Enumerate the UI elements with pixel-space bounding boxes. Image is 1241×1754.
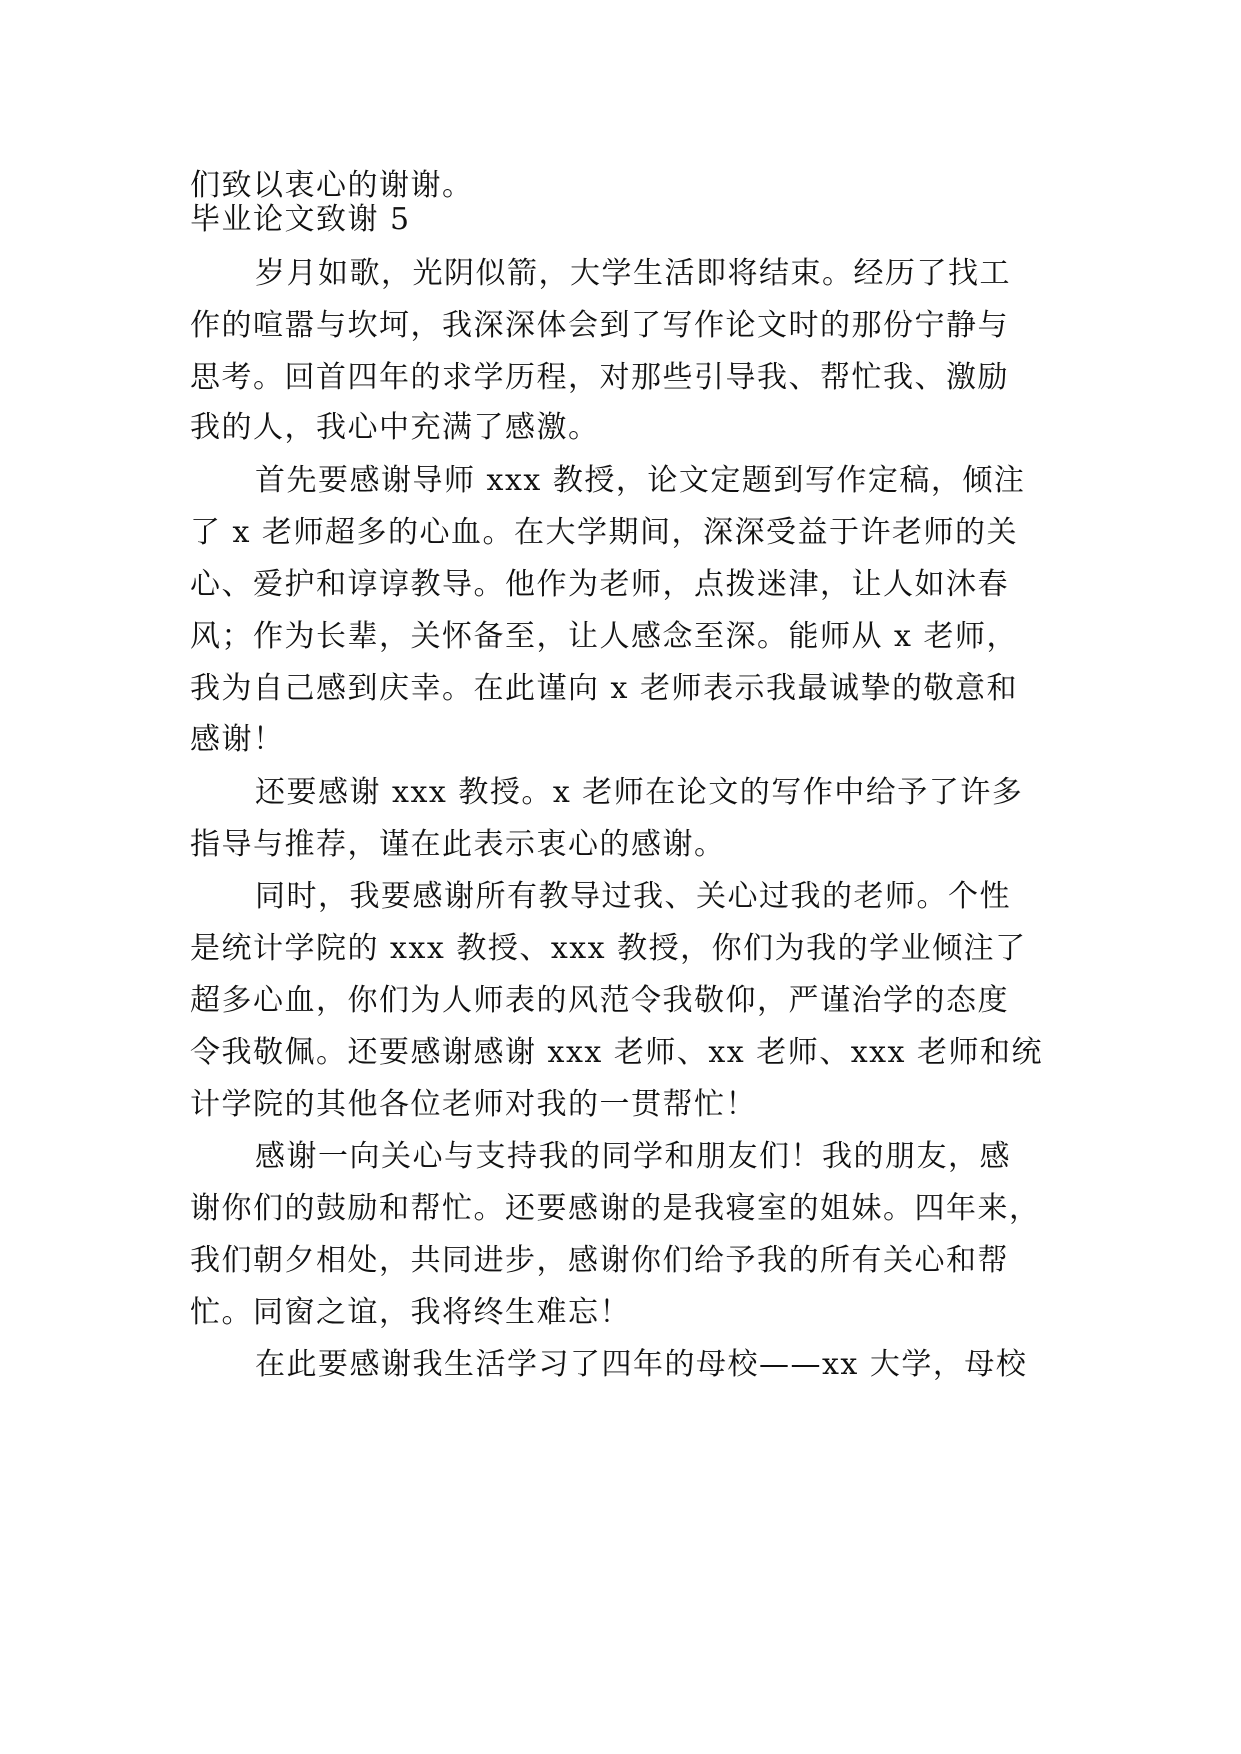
section-heading: 毕业论文致谢 5 (190, 202, 411, 237)
text-line: 指导与推荐，谨在此表示衷心的感谢。 (190, 827, 726, 862)
paragraph-first-line: 感谢一向关心与支持我的同学和朋友们！我的朋友，感 (255, 1139, 1011, 1174)
text-line: 了 x 老师超多的心血。在大学期间，深深受益于许老师的关 (190, 515, 1018, 550)
paragraph-first-line: 岁月如歌，光阴似箭，大学生活即将结束。经历了找工 (255, 256, 1011, 291)
paragraph-first-line: 首先要感谢导师 xxx 教授，论文定题到写作定稿，倾注 (255, 463, 1026, 498)
text-line: 超多心血，你们为人师表的风范令我敬仰，严谨治学的态度 (190, 983, 1009, 1018)
paragraph-first-line: 同时，我要感谢所有教导过我、关心过我的老师。个性 (255, 879, 1011, 914)
text-line: 心、爱护和谆谆教导。他作为老师，点拨迷津，让人如沐春 (190, 567, 1009, 602)
text-line: 感谢！ (190, 722, 285, 757)
paragraph-first-line: 在此要感谢我生活学习了四年的母校——xx 大学，母校 (255, 1347, 1028, 1382)
text-line: 思考。回首四年的求学历程，对那些引导我、帮忙我、激励 (190, 360, 1009, 395)
text-line: 风；作为长辈，关怀备至，让人感念至深。能师从 x 老师， (190, 619, 1018, 654)
text-line: 我的人，我心中充满了感激。 (190, 410, 600, 445)
text-line: 谢你们的鼓励和帮忙。还要感谢的是我寝室的姐妹。四年来， (190, 1191, 1041, 1226)
text-line: 计学院的其他各位老师对我的一贯帮忙！ (190, 1087, 757, 1122)
paragraph-first-line: 还要感谢 xxx 教授。x 老师在论文的写作中给予了许多 (255, 775, 1024, 810)
text-line: 令我敬佩。还要感谢感谢 xxx 老师、xx 老师、xxx 老师和统 (190, 1035, 1043, 1070)
text-line: 是统计学院的 xxx 教授、xxx 教授，你们为我的学业倾注了 (190, 931, 1027, 966)
text-line: 作的喧嚣与坎坷，我深深体会到了写作论文时的那份宁静与 (190, 308, 1009, 343)
text-line: 我为自己感到庆幸。在此谨向 x 老师表示我最诚挚的敬意和 (190, 671, 1018, 706)
text-line: 忙。同窗之谊，我将终生难忘！ (190, 1295, 631, 1330)
text-line: 我们朝夕相处，共同进步，感谢你们给予我的所有关心和帮 (190, 1243, 1009, 1278)
text-line: 们致以衷心的谢谢。 (190, 168, 474, 203)
